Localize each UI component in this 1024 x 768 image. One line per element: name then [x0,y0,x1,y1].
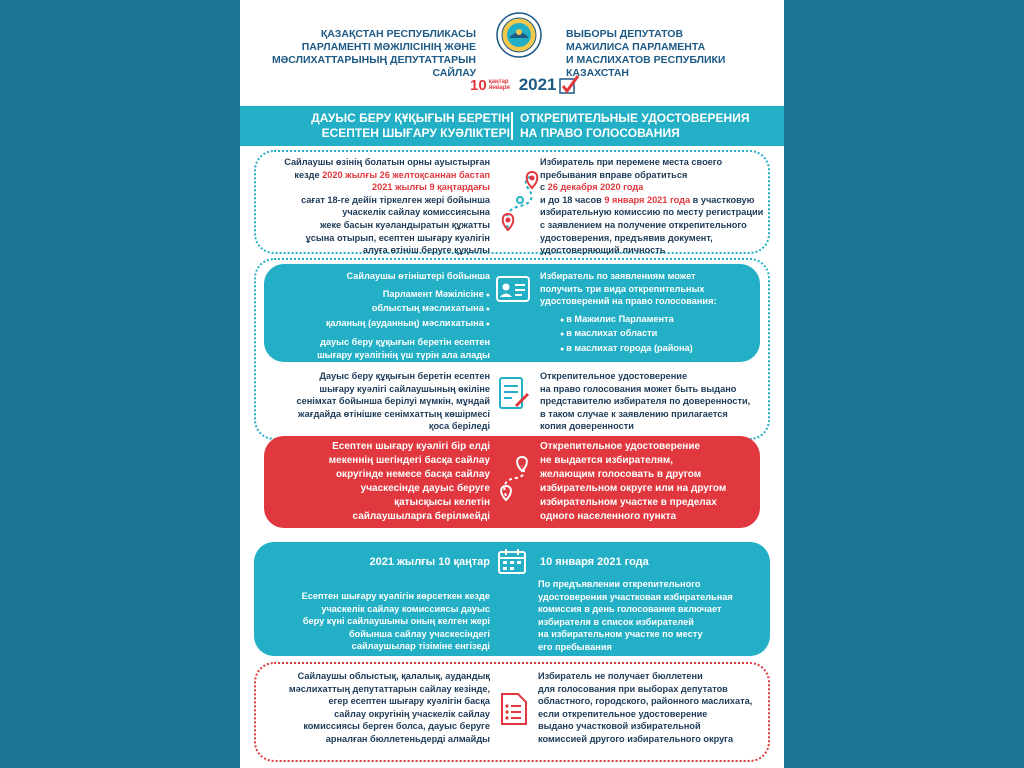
section4-text-kz: Есептен шығару куәлігі бір елді мекеннің шегіндегі басқа сайлау округінде немесе басқа сайлау учаскесінде дауыс беруге қатысқысы келетін сайлаушыларға берілмейді [328,441,490,522]
section4-text-ru: Открепительное удостоверение не выдается избирателям, желающим голосовать в другом избирательном округе или на другом избирательном участке в пределах одного населенного пункта [540,441,727,522]
header-title-ru: ВЫБОРЫ ДЕПУТАТОВ МАЖИЛИСА ПАРЛАМЕНТА И МАСЛИХАТОВ РЕСПУБЛИКИ КАЗАХСТАН [566,28,726,79]
section5-text-kz: Есептен шығару куәлігін көрсеткен кезде учаскелік сайлау комиссиясы дауыс беру күні сайлаушыны оның келген жері бойынша сайлау учаскесіндегі сайлаушылар тізіміне енгізеді [301,591,490,652]
election-commission-emblem-icon [496,12,542,58]
section6-text-ru: Избиратель не получает бюллетени для голосования при выборах депутатов областного, городского, районного маслихата, если открепительное удостоверение выдано участковой избирательной комиссией другого избирательного округа [538,671,753,744]
route-location-icon [498,170,544,234]
title-ru: ОТКРЕПИТЕЛЬНЫЕ УДОСТОВЕРЕНИЯ НА ПРАВО ГОЛОСОВАНИЯ [520,111,750,140]
section5-date-ru: 10 января 2021 года [540,556,649,568]
calendar-icon [498,548,526,574]
header-title-kz: ҚАЗАҚСТАН РЕСПУБЛИКАСЫ ПАРЛАМЕНТІ МӘЖІЛІСІНІҢ ЖӘНЕ МӘСЛИХАТТАРЫНЫҢ ДЕПУТАТТАРЫН САЙЛАУ [271,28,476,79]
section5-text-ru: По предъявлении открепительного удостоверения участковая избирательная комиссия в день голосования включает избирателя в список избирателей на избирательном участке по месту его пребывания [538,579,733,652]
section3-text-ru: Открепительное удостоверение на право голосования может быть выдано представителю избирателя по доверенности, в таком случае к заявлению прилагается копия доверенности [540,371,751,432]
section1-text-ru: Избиратель при перемене места своего пребывания вправе обратиться с 26 декабря 2020 года и до 18 часов 9 января 2021 года в участковую избирательную комиссию по месту регистрации с заявлением на получение открепительного удостоверения, предъявив документ, удостоверяющий личность [540,157,764,256]
title-kz: ДАУЫС БЕРУ ҚҰҚЫҒЫН БЕРЕТІН ЕСЕПТЕН ШЫҒАРУ КУӘЛІКТЕРІ [311,111,510,140]
document-proxy-icon [498,376,530,412]
title-divider [511,112,513,140]
date-year: 2021 [518,75,557,94]
section5-date-kz: 2021 жылғы 10 қаңтар [369,556,490,568]
section6-text-kz: Сайлаушы облыстық, қалалық, аудандық мәслихаттың депутаттарын сайлау кезінде, егер есептен шығару куәлігін басқа сайлау округінің учаскелік сайлау комиссиясы берген болса, дауыс беруге арналған бюллетеньдерді алмайды [288,671,490,744]
infographic-page [240,0,784,768]
election-date-badge [470,72,579,98]
ballot-list-icon [500,692,528,726]
route-pins-icon [498,456,532,506]
section1-text-kz: Сайлаушы өзінің болатын орны ауыстырған кезде 2020 жылғы 26 желтоқсаннан бастап 2021 жылғы 9 қаңтардағы сағат 18-ге дейін тіркелген жері бойынша учаскелік сайлау комиссиясына жеке басын куәландыратын құжатты ұсына отырып, есептен шығару куәлігін алуға өтініш беруге құқылы [284,157,490,256]
section2-text-kz: Сайлаушы өтініштері бойынша Парламент Мәжілісіне ● облыстың мәслихатына ● қаланың (ауданның) мәслихатына ● дауыс беру құқығын беретін есептен шығару куәлігінің үш түрін ала алады [270,270,490,362]
date-month: қаңтар января [488,79,510,91]
date-day: 10 [470,76,487,94]
section2-text-ru: Избиратель по заявлениям может получить три вида открепительных удостоверений на право голосования: ● в Мажилис Парламента ● в маслихат области ● в маслихат города (района) [540,270,760,357]
title-bar [240,106,784,146]
checkmark-icon [559,74,579,96]
id-card-icon [496,276,530,302]
section3-text-kz: Дауыс беру құқығын беретін есептен шығару куәлігі сайлаушының өкіліне сенімхат бойынша берілуі мүмкін, мұндай жағдайда өтінішке сенімхаттың көшірмесі қоса беріледі [296,371,490,432]
